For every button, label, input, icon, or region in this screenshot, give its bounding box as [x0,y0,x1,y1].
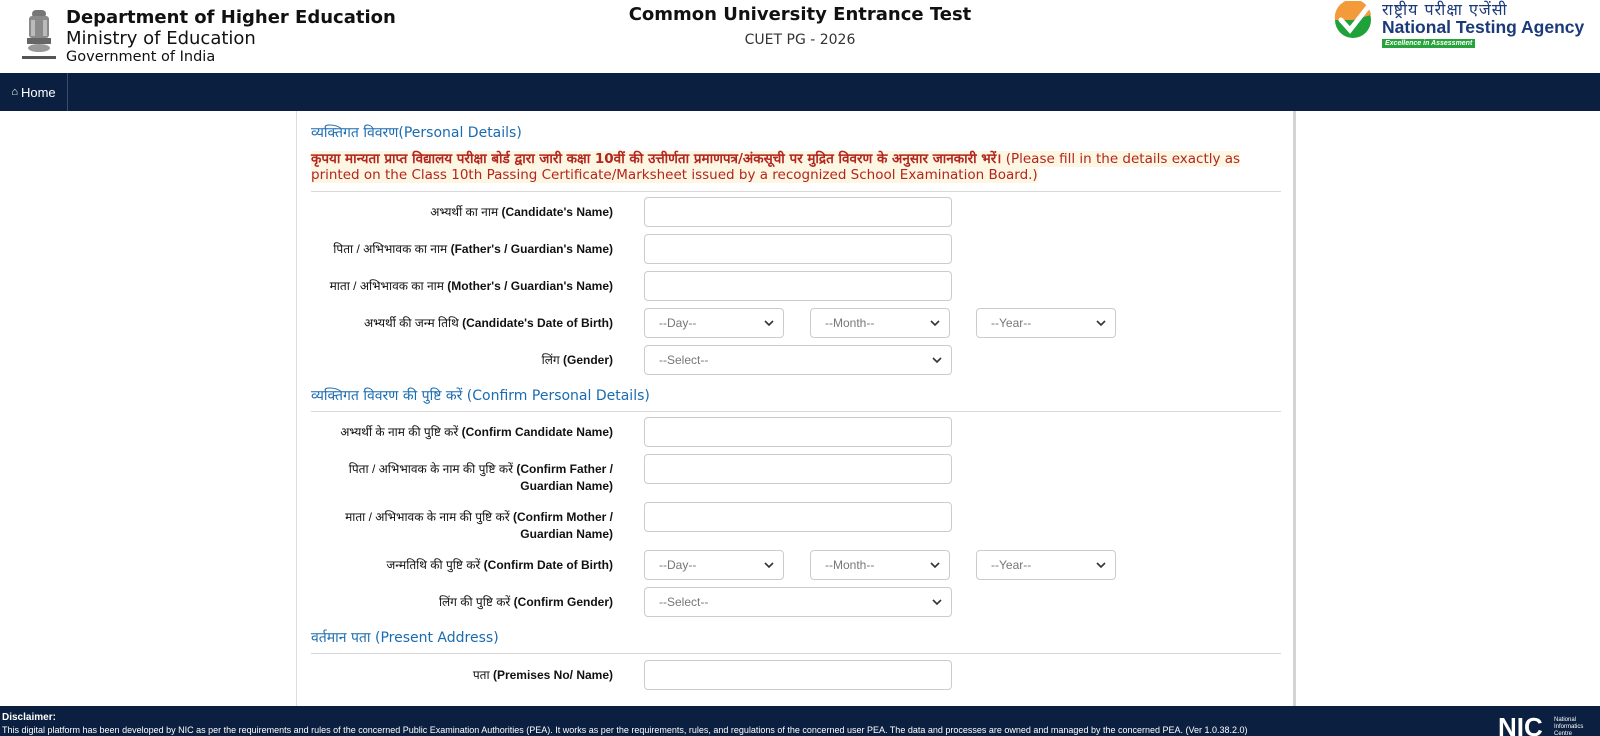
disclaimer-title: Disclaimer: [2,712,56,723]
chevron-down-icon [763,560,775,570]
page-footer [0,706,1600,736]
government-name: Government of India [66,49,216,65]
father-name-input[interactable] [644,234,952,264]
notice-english: (Please fill in the details exactly as printed on the Class 10th Passing Certificate/Marksheet issued by a recognized School Examination Board.) [311,151,1241,183]
registration-form [296,111,1296,706]
section-title-hindi: व्यक्तिगत विवरण [311,125,399,141]
label-confirm-father-name: पिता / अभिभावक के नाम की पुष्टि करें (Confirm Father / Guardian Name) [348,462,613,493]
nic-logo-icon [1498,712,1598,736]
confirm-mother-name-input[interactable] [644,502,952,532]
home-icon: ⌂ [11,86,18,98]
notice-hindi: कृपया मान्यता प्राप्त विद्यालय परीक्षा बोर्ड द्वारा जारी कक्षा 10वीं की उत्तीर्णता प्रमाणपत्र/अंकसूची पर मुद्रित विवरण के अनुसार जानकारी भरें। [311,151,1002,167]
dob-year-select[interactable]: --Year-- [976,308,1116,338]
confirm-father-name-input[interactable] [644,454,952,484]
nta-hindi-name: राष्ट्रीय परीक्षा एजेंसी [1382,0,1508,19]
disclaimer-text: This digital platform has been developed by NIC as per the requirements and rules of the concerned Public Examination Authorities (PEA). It works as per the requirements, rules, and regulations of the concerned user PEA. The data and processes are owned and managed by the concerned PEA. (Ver 1.0.38.2.0) [2,725,1248,735]
dob-day-select[interactable]: --Day-- [644,308,784,338]
confirm-dob-year-select[interactable]: --Year-- [976,550,1116,580]
label-confirm-mother-name: माता / अभिभावक के नाम की पुष्टि करें (Confirm Mother / Guardian Name) [345,510,613,541]
nav-home-link[interactable] [0,73,68,111]
instruction-notice [311,151,1261,183]
nta-tagline: Excellence in Assessment [1382,39,1475,48]
divider [311,191,1281,192]
section-title-confirm-details: व्यक्तिगत विवरण की पुष्टि करें (Confirm Personal Details) [311,388,650,404]
svg-text:NIC: NIC [1498,712,1543,736]
nav-home-label: Home [20,84,56,100]
divider [311,653,1281,654]
candidate-name-input[interactable] [644,197,952,227]
dob-month-select[interactable]: --Month-- [810,308,950,338]
confirm-dob-day-select[interactable]: --Day-- [644,550,784,580]
svg-text:National: National [1554,717,1577,723]
chevron-down-icon [763,318,775,328]
section-title-personal-details [311,123,522,142]
svg-text:Centre: Centre [1554,731,1573,736]
page-subtitle: CUET PG - 2026 [744,32,856,48]
confirm-dob-month-select[interactable]: --Month-- [810,550,950,580]
label-date-of-birth: अभ्यर्थी की जन्म तिथि (Candidate's Date of Birth) [363,316,613,330]
label-father-name: पिता / अभिभावक का नाम (Father's / Guardian's Name) [333,242,613,256]
nta-english-name: National Testing Agency [1382,17,1585,37]
label-candidate-name: अभ्यर्थी का नाम (Candidate's Name) [430,205,613,219]
ministry-name: Ministry of Education [66,28,256,49]
label-mother-name: माता / अभिभावक का नाम (Mother's / Guardian's Name) [329,279,613,293]
chevron-down-icon [931,355,943,365]
svg-text:Informatics: Informatics [1554,724,1584,730]
chevron-down-icon [929,318,941,328]
chevron-down-icon [931,597,943,607]
label-confirm-candidate-name: अभ्यर्थी के नाम की पुष्टि करें (Confirm Candidate Name) [340,425,613,439]
page-header [0,0,1600,73]
top-navbar [0,73,1600,111]
confirm-candidate-name-input[interactable] [644,417,952,447]
section-title-present-address: वर्तमान पता (Present Address) [311,630,499,646]
nta-check-logo-icon [1334,1,1372,39]
department-name: Department of Higher Education [66,7,396,28]
nta-logo-block [1334,0,1594,60]
gender-select[interactable]: --Select-- [644,345,952,375]
label-confirm-gender: लिंग की पुष्टि करें (Confirm Gender) [438,595,613,609]
confirm-gender-select[interactable]: --Select-- [644,587,952,617]
chevron-down-icon [929,560,941,570]
label-premises: पता (Premises No/ Name) [472,668,613,682]
page-title: Common University Entrance Test [628,4,972,25]
divider [311,411,1281,412]
mother-name-input[interactable] [644,271,952,301]
section-title-english: (Personal Details) [398,125,522,141]
chevron-down-icon [1095,560,1107,570]
chevron-down-icon [1095,318,1107,328]
premises-input[interactable] [644,660,952,690]
label-confirm-date-of-birth: जन्मतिथि की पुष्टि करें (Confirm Date of Birth) [386,558,613,572]
label-gender: लिंग (Gender) [541,353,613,367]
